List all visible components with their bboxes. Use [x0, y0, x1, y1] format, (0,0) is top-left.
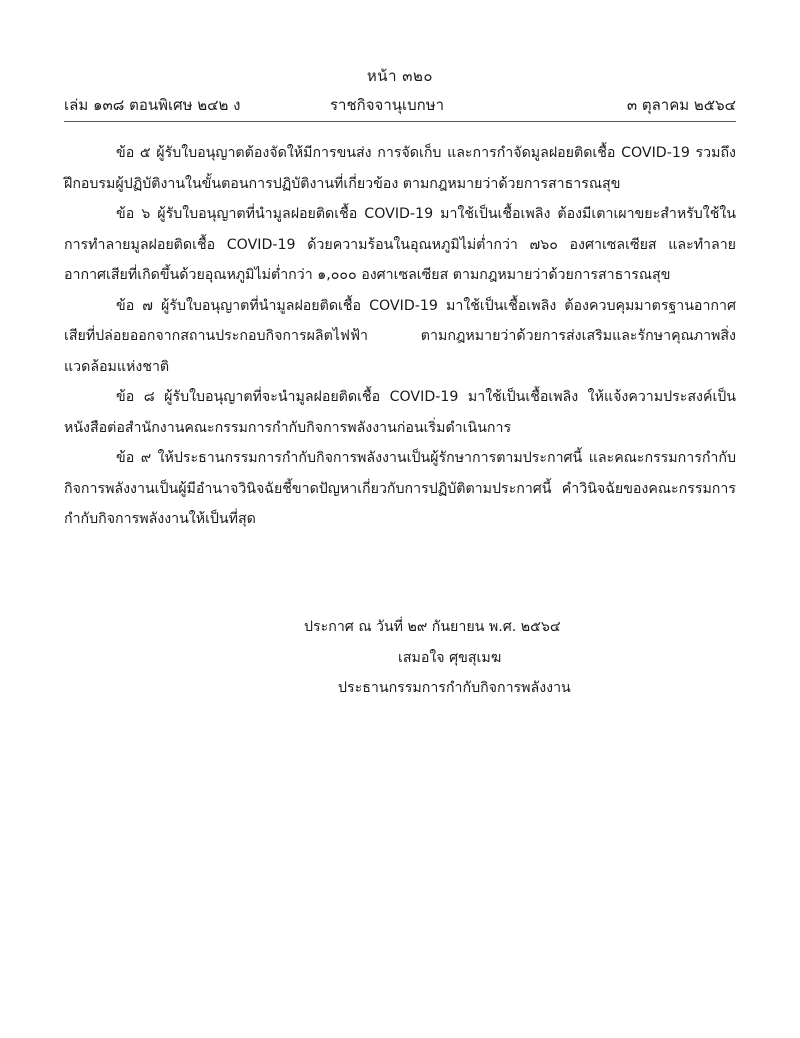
clause-9: ข้อ ๙ ให้ประธานกรรมการกำกับกิจการพลังงานเป็นผู้รักษาการตามประกาศนี้ และคณะกรรมการกำกับกิจการพลังงานเป็นผู้มีอำนาจวินิจฉัยชี้ขาดปัญหาเกี่ยวกับการปฏิบัติตามประกาศนี้ คำวินิจฉัยของคณะกรรมการกำกับกิจการพลังงานให้เป็นที่สุด — [64, 450, 736, 527]
volume-info: เล่ม ๑๓๘ ตอนพิเศษ ๒๔๒ ง — [64, 96, 241, 114]
running-header — [64, 93, 736, 115]
signatory-title: ประธานกรรมการกำกับกิจการพลังงาน — [338, 680, 571, 696]
signature-block — [300, 612, 620, 704]
clause-8: ข้อ ๘ ผู้รับใบอนุญาตที่จะนำมูลฝอยติดเชื้อ COVID-19 มาใช้เป็นเชื้อเพลิง ให้แจ้งความประสงค์เป็นหนังสือต่อสำนักงานคณะกรรมการกำกับกิจการพลังงานก่อนเริ่มดำเนินการ — [64, 389, 736, 436]
clause-7: ข้อ ๗ ผู้รับใบอนุญาตที่นำมูลฝอยติดเชื้อ COVID-19 มาใช้เป็นเชื้อเพลิง ต้องควบคุมมาตรฐานอากาศเสียที่ปล่อยออกจากสถานประกอบกิจการผลิตไฟฟ้า ตามกฎหมายว่าด้วยการส่งเสริมและรักษาคุณภาพสิ่งแวดล้อมแห่งชาติ — [64, 297, 736, 375]
document-body — [64, 138, 736, 535]
clause-6: ข้อ ๖ ผู้รับใบอนุญาตที่นำมูลฝอยติดเชื้อ COVID-19 มาใช้เป็นเชื้อเพลิง ต้องมีเตาเผาขยะสำหรับใช้ในการทำลายมูลฝอยติดเชื้อ COVID-19 ด้วยความร้อนในอุณหภูมิไม่ต่ำกว่า ๗๖๐ องศาเซลเซียส และทำลายอากาศเสียที่เกิดขึ้นด้วยอุณหภูมิไม่ต่ำกว่า ๑,๐๐๐ องศาเซลเซียส ตามกฎหมายว่าด้วยการสาธารณสุข — [64, 206, 736, 283]
publication-date: ๓ ตุลาคม ๒๕๖๔ — [626, 96, 736, 114]
publication-name: ราชกิจจานุเบกษา — [330, 96, 445, 114]
clause-5: ข้อ ๕ ผู้รับใบอนุญาตต้องจัดให้มีการขนส่ง การจัดเก็บ และการกำจัดมูลฝอยติดเชื้อ COVID-19 รวมถึงฝึกอบรมผู้ปฏิบัติงานในขั้นตอนการปฏิบัติงานที่เกี่ยวข้อง ตามกฎหมายว่าด้วยการสาธารณสุข — [64, 145, 736, 192]
header-divider — [64, 121, 736, 122]
signatory-name: เสมอใจ ศุขสุเมฆ — [398, 649, 502, 666]
page-number: หน้า ๓๒๐ — [366, 67, 434, 85]
announcement-date: ประกาศ ณ วันที่ ๒๙ กันยายน พ.ศ. ๒๕๖๔ — [304, 619, 561, 635]
